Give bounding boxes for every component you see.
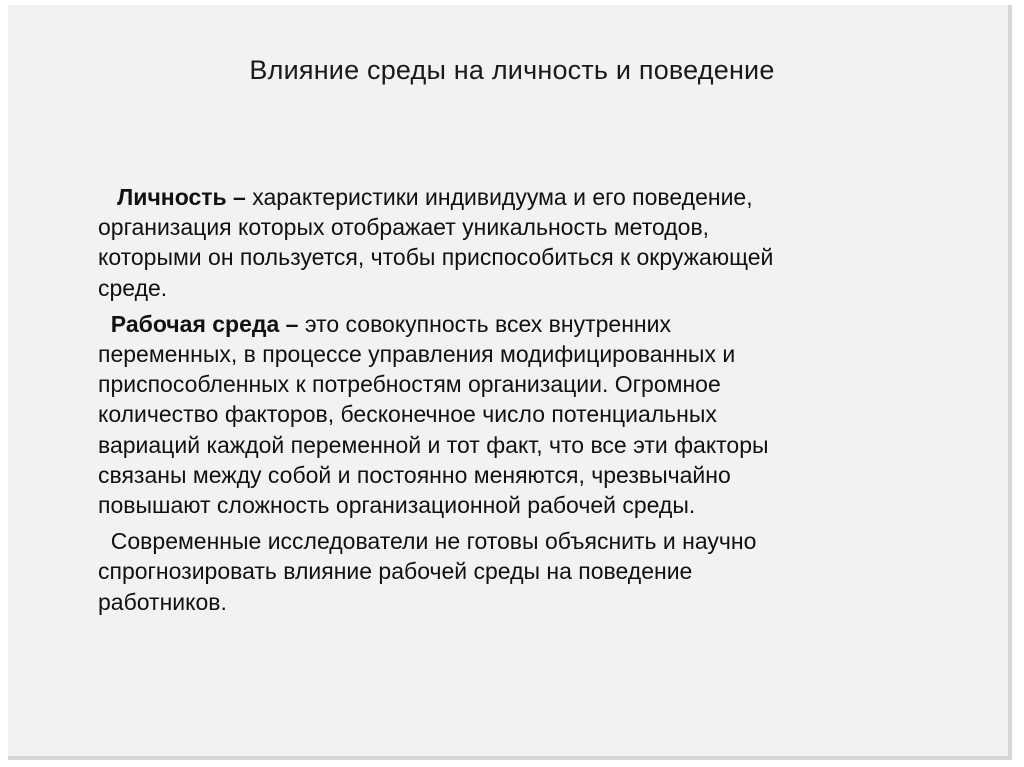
- text-line: это совокупность всех внутренних: [304, 310, 671, 337]
- paragraph-first-line: [98, 526, 948, 556]
- text-line: вариаций каждой переменной и тот факт, что все эти факторы: [98, 431, 769, 458]
- term-work-environment: Рабочая среда –: [110, 310, 299, 337]
- text-line: количество факторов, бесконечное число потенциальных: [98, 401, 717, 428]
- text-line: переменных, в процессе управления модифицированных и: [98, 341, 736, 368]
- text-line: работников.: [98, 588, 227, 615]
- text-line: повышают сложность организационной рабочей среды.: [98, 492, 696, 519]
- term-personality: Личность –: [117, 184, 246, 210]
- text-line: характеристики индивидуума и его поведение,: [252, 184, 753, 210]
- text-line: связаны между собой и постоянно меняются, чрезвычайно: [98, 461, 731, 488]
- text-line: приспособленных к потребностям организации. Огромное: [98, 371, 721, 398]
- paragraph-personality: [98, 182, 948, 303]
- slide-title: Влияние среды на личность и поведение: [249, 55, 775, 85]
- text-line: Современные исследователи не готовы объяснить и научно: [110, 528, 757, 555]
- paragraph-researchers: [98, 526, 948, 617]
- paragraph-first-line: [98, 182, 948, 212]
- paragraph-work-environment: [98, 309, 948, 520]
- slide-body: [98, 182, 948, 623]
- text-line: спрогнозировать влияние рабочей среды на поведение: [98, 558, 693, 585]
- text-line: среде.: [98, 274, 168, 301]
- text-line: организация которых отображает уникальность методов,: [98, 214, 710, 241]
- paragraph-first-line: [98, 309, 948, 339]
- text-line: которыми он пользуется, чтобы приспособиться к окружающей: [98, 244, 774, 271]
